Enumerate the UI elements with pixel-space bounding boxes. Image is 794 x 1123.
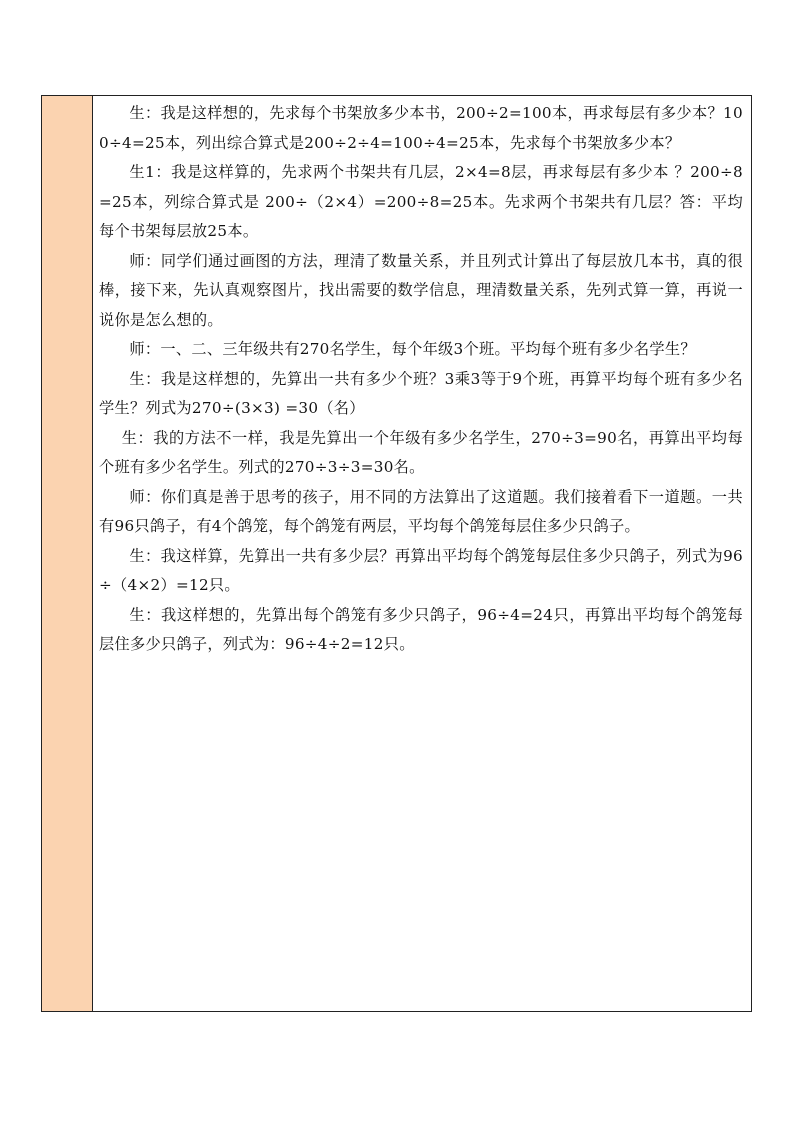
paragraph-6: 生：我的方法不一样，我是先算出一个年级有多少名学生，270÷3=90名，再算出平均每个班有多少名学生。列式的270÷3÷3=30名。	[99, 428, 743, 476]
paragraph-9: 生：我这样想的，先算出每个鸽笼有多少只鸽子，96÷4=24只，再算出平均每个鸽笼每层住多少只鸽子，列式为：96÷4÷2=12只。	[99, 605, 743, 653]
paragraph-4: 师：一、二、三年级共有270名学生，每个年级3个班。平均每个班有多少名学生？	[129, 340, 696, 358]
paragraph-5: 生：我是这样想的，先算出一共有多少个班？3乘3等于9个班，再算平均每个班有多少名学生？列式为270÷(3×3) =30（名）	[99, 369, 743, 417]
paragraph-1: 生：我是这样想的，先求每个书架放多少本书，200÷2=100本，再求每层有多少本？100÷4=25本，列出综合算式是200÷2÷4=100÷4=25本，先求每个书架放多少本？	[99, 104, 743, 152]
paragraph-2: 生1：我是这样算的，先求两个书架共有几层，2×4=8层，再求每层有多少本 ？200÷8=25本，列综合算式是 200÷（2×4）=200÷8=25本。先求两个书架共有几层？答：平均每个书架每层放25本。	[99, 163, 743, 240]
side-column	[42, 96, 93, 1011]
paragraph-8: 生：我这样算，先算出一共有多少层？再算出平均每个鸽笼每层住多少只鸽子，列式为96÷（4×2）=12只。	[99, 546, 743, 594]
paragraph-7: 师：你们真是善于思考的孩子，用不同的方法算出了这道题。我们接着看下一道题。一共有96只鸽子，有4个鸽笼，每个鸽笼有两层，平均每个鸽笼每层住多少只鸽子。	[99, 487, 743, 535]
lesson-table	[41, 95, 752, 1012]
content-cell	[93, 96, 751, 1011]
paragraph-3: 师：同学们通过画图的方法，理清了数量关系，并且列式计算出了每层放几本书，真的很棒，接下来，先认真观察图片，找出需要的数学信息，理清数量关系，先列式算一算，再说一说你是怎么想的。	[99, 251, 743, 329]
